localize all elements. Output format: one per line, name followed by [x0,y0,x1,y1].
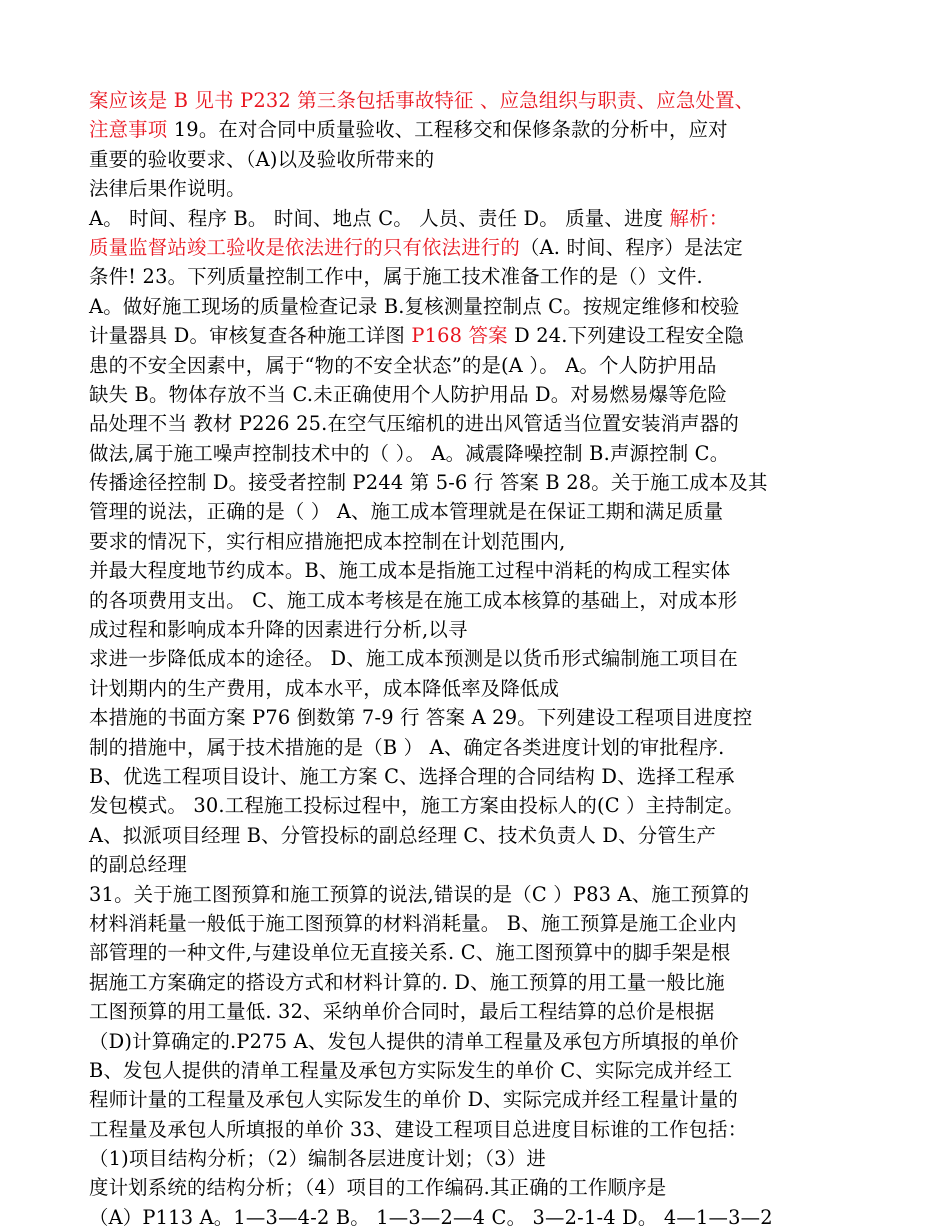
highlighted-annotation-text: P168 答案 [411,324,508,348]
highlighted-annotation-text: 解析： [669,206,729,230]
text-line [89,1115,869,1144]
text-line [89,644,869,673]
body-text-segment: A。做好施工现场的质量检查记录 B.复核测量控制点 C。按规定维修和校验 [89,294,740,318]
body-text-segment: D 24.下列建设工程安全隐 [507,324,744,348]
text-line [89,409,869,438]
body-text-segment: （D)计算确定的.P275 A、发包人提供的清单工程量及承包方所填报的单价 [89,1029,739,1053]
body-text-segment: 条件! 23。下列质量控制工作中，属于施工技术准备工作的是（）文件. [89,265,703,289]
body-text-segment: 成过程和影响成本升降的因素进行分析,以寻 [89,618,468,642]
body-text-segment: （A）P113 A。1—3—4-2 B。 1—3—2—4 C。 3—2-1-4 D。 4—1—3—2 [89,1205,773,1229]
body-text-segment: A、拟派项目经理 B、分管投标的副总经理 C、技术负责人 D、分管生产 [89,823,717,847]
body-text-segment: 的各项费用支出。 C、施工成本考核是在施工成本核算的基础上，对成本形 [89,588,738,612]
text-line [89,262,869,291]
text-line [89,674,869,703]
text-line [89,586,869,615]
highlighted-annotation-text: 注意事项 [89,118,168,142]
body-text-segment: B、发包人提供的清单工程量及承包方实际发生的单价 C、实际完成并经工 [89,1058,733,1082]
body-text-segment: 管理的说法，正确的是（ ） A、施工成本管理就是在保证工期和满足质量 [89,500,724,524]
text-line [89,497,869,526]
text-line [89,292,869,321]
body-text-segment: 要求的情况下，实行相应措施把成本控制在计划范围内, [89,529,566,553]
text-line [89,233,869,262]
text-line [89,968,869,997]
text-line [89,321,869,350]
text-line [89,468,869,497]
text-line [89,880,869,909]
body-text-segment: 据施工方案确定的搭设方式和材料计算的. D、施工预算的用工量一般比施 [89,970,725,994]
body-text-segment: A。 时间、程序 B。 时间、地点 C。 人员、责任 D。 质量、进度 [89,206,670,230]
text-line [89,1027,869,1056]
body-text-segment: 工图预算的用工量低. 32、采纳单价合同时，最后工程结算的总价是根据 [89,1000,715,1024]
body-text-segment: 制的措施中，属于技术措施的是（B ） A、确定各类进度计划的审批程序. [89,735,725,759]
body-text-segment: 的副总经理 [89,853,187,877]
text-line [89,380,869,409]
document-body-text [89,86,869,1232]
text-line [89,997,869,1026]
text-line [89,1173,869,1202]
body-text-segment: 并最大程度地节约成本。B、施工成本是指施工过程中消耗的构成工程实体 [89,559,731,583]
text-line [89,1144,869,1173]
text-line [89,733,869,762]
body-text-segment: 法律后果作说明。 [89,177,246,201]
text-line [89,86,869,115]
text-line [89,351,869,380]
text-line [89,145,869,174]
text-line [89,174,869,203]
body-text-segment: 计量器具 D。审核复查各种施工详图 [89,324,412,348]
highlighted-annotation-text: 质量监督站竣工验收是依法进行的只有依法进行的 [89,235,520,259]
body-text-segment: 求进一步降低成本的途径。 D、施工成本预测是以货币形式编制施工项目在 [89,647,739,671]
text-line [89,1203,869,1232]
text-line [89,850,869,879]
text-line [89,527,869,556]
body-text-segment: 度计划系统的结构分析；（4）项目的工作编码.其正确的工作顺序是 [89,1176,667,1200]
text-line [89,909,869,938]
text-line [89,703,869,732]
body-text-segment: 本措施的书面方案 P76 倒数第 7-9 行 答案 A 29。下列建设工程项目进度控 [89,706,753,730]
text-line [89,1085,869,1114]
body-text-segment: 19。在对合同中质量验收、工程移交和保修条款的分析中，应对 [167,118,728,142]
text-line [89,204,869,233]
body-text-segment: 计划期内的生产费用，成本水平，成本降低率及降低成 [89,676,560,700]
body-text-segment: 材料消耗量一般低于施工图预算的材料消耗量。 B、施工预算是施工企业内 [89,911,737,935]
text-line [89,1056,869,1085]
text-line [89,439,869,468]
body-text-segment: 缺失 B。物体存放不当 C.未正确使用个人防护用品 D。对易燃易爆等危险 [89,382,728,406]
body-text-segment: 做法,属于施工噪声控制技术中的（ ）。 A。减震降噪控制 B.声源控制 C。 [89,441,730,465]
text-line [89,115,869,144]
body-text-segment: 患的不安全因素中，属于“物的不安全状态”的是(A ）。 A。个人防护用品 [89,353,717,377]
text-line [89,556,869,585]
text-line [89,938,869,967]
text-line [89,821,869,850]
body-text-segment: 部管理的一种文件,与建设单位无直接关系. C、施工图预算中的脚手架是根 [89,941,731,965]
body-text-segment: 传播途径控制 D。接受者控制 P244 第 5-6 行 答案 B 28。关于施工成本及其 [89,471,768,495]
text-line [89,762,869,791]
body-text-segment: 重要的验收要求、（A)以及验收所带来的 [89,147,435,171]
body-text-segment: 31。关于施工图预算和施工预算的说法,错误的是（C ）P83 A、施工预算的 [89,882,750,906]
body-text-segment: （1)项目结构分析；（2）编制各层进度计划；（3）进 [89,1147,546,1171]
text-line [89,791,869,820]
body-text-segment: 工程量及承包人所填报的单价 33、建设工程项目总进度目标谁的工作包括： [89,1117,748,1141]
body-text-segment: （A. 时间、程序）是法定 [520,235,743,259]
text-line [89,615,869,644]
highlighted-annotation-text: 案应该是 B 见书 P232 第三条包括事故特征 、应急组织与职责、应急处置、 [89,89,755,112]
body-text-segment: 发包模式。 30.工程施工投标过程中，施工方案由投标人的(C ）主持制定。 [89,794,744,818]
body-text-segment: B、优选工程项目设计、施工方案 C、选择合理的合同结构 D、选择工程承 [89,764,735,788]
body-text-segment: 品处理不当 教材 P226 25.在空气压缩机的进出风管适当位置安装消声器的 [89,412,739,436]
body-text-segment: 程师计量的工程量及承包人实际发生的单价 D、实际完成并经工程量计量的 [89,1088,739,1112]
